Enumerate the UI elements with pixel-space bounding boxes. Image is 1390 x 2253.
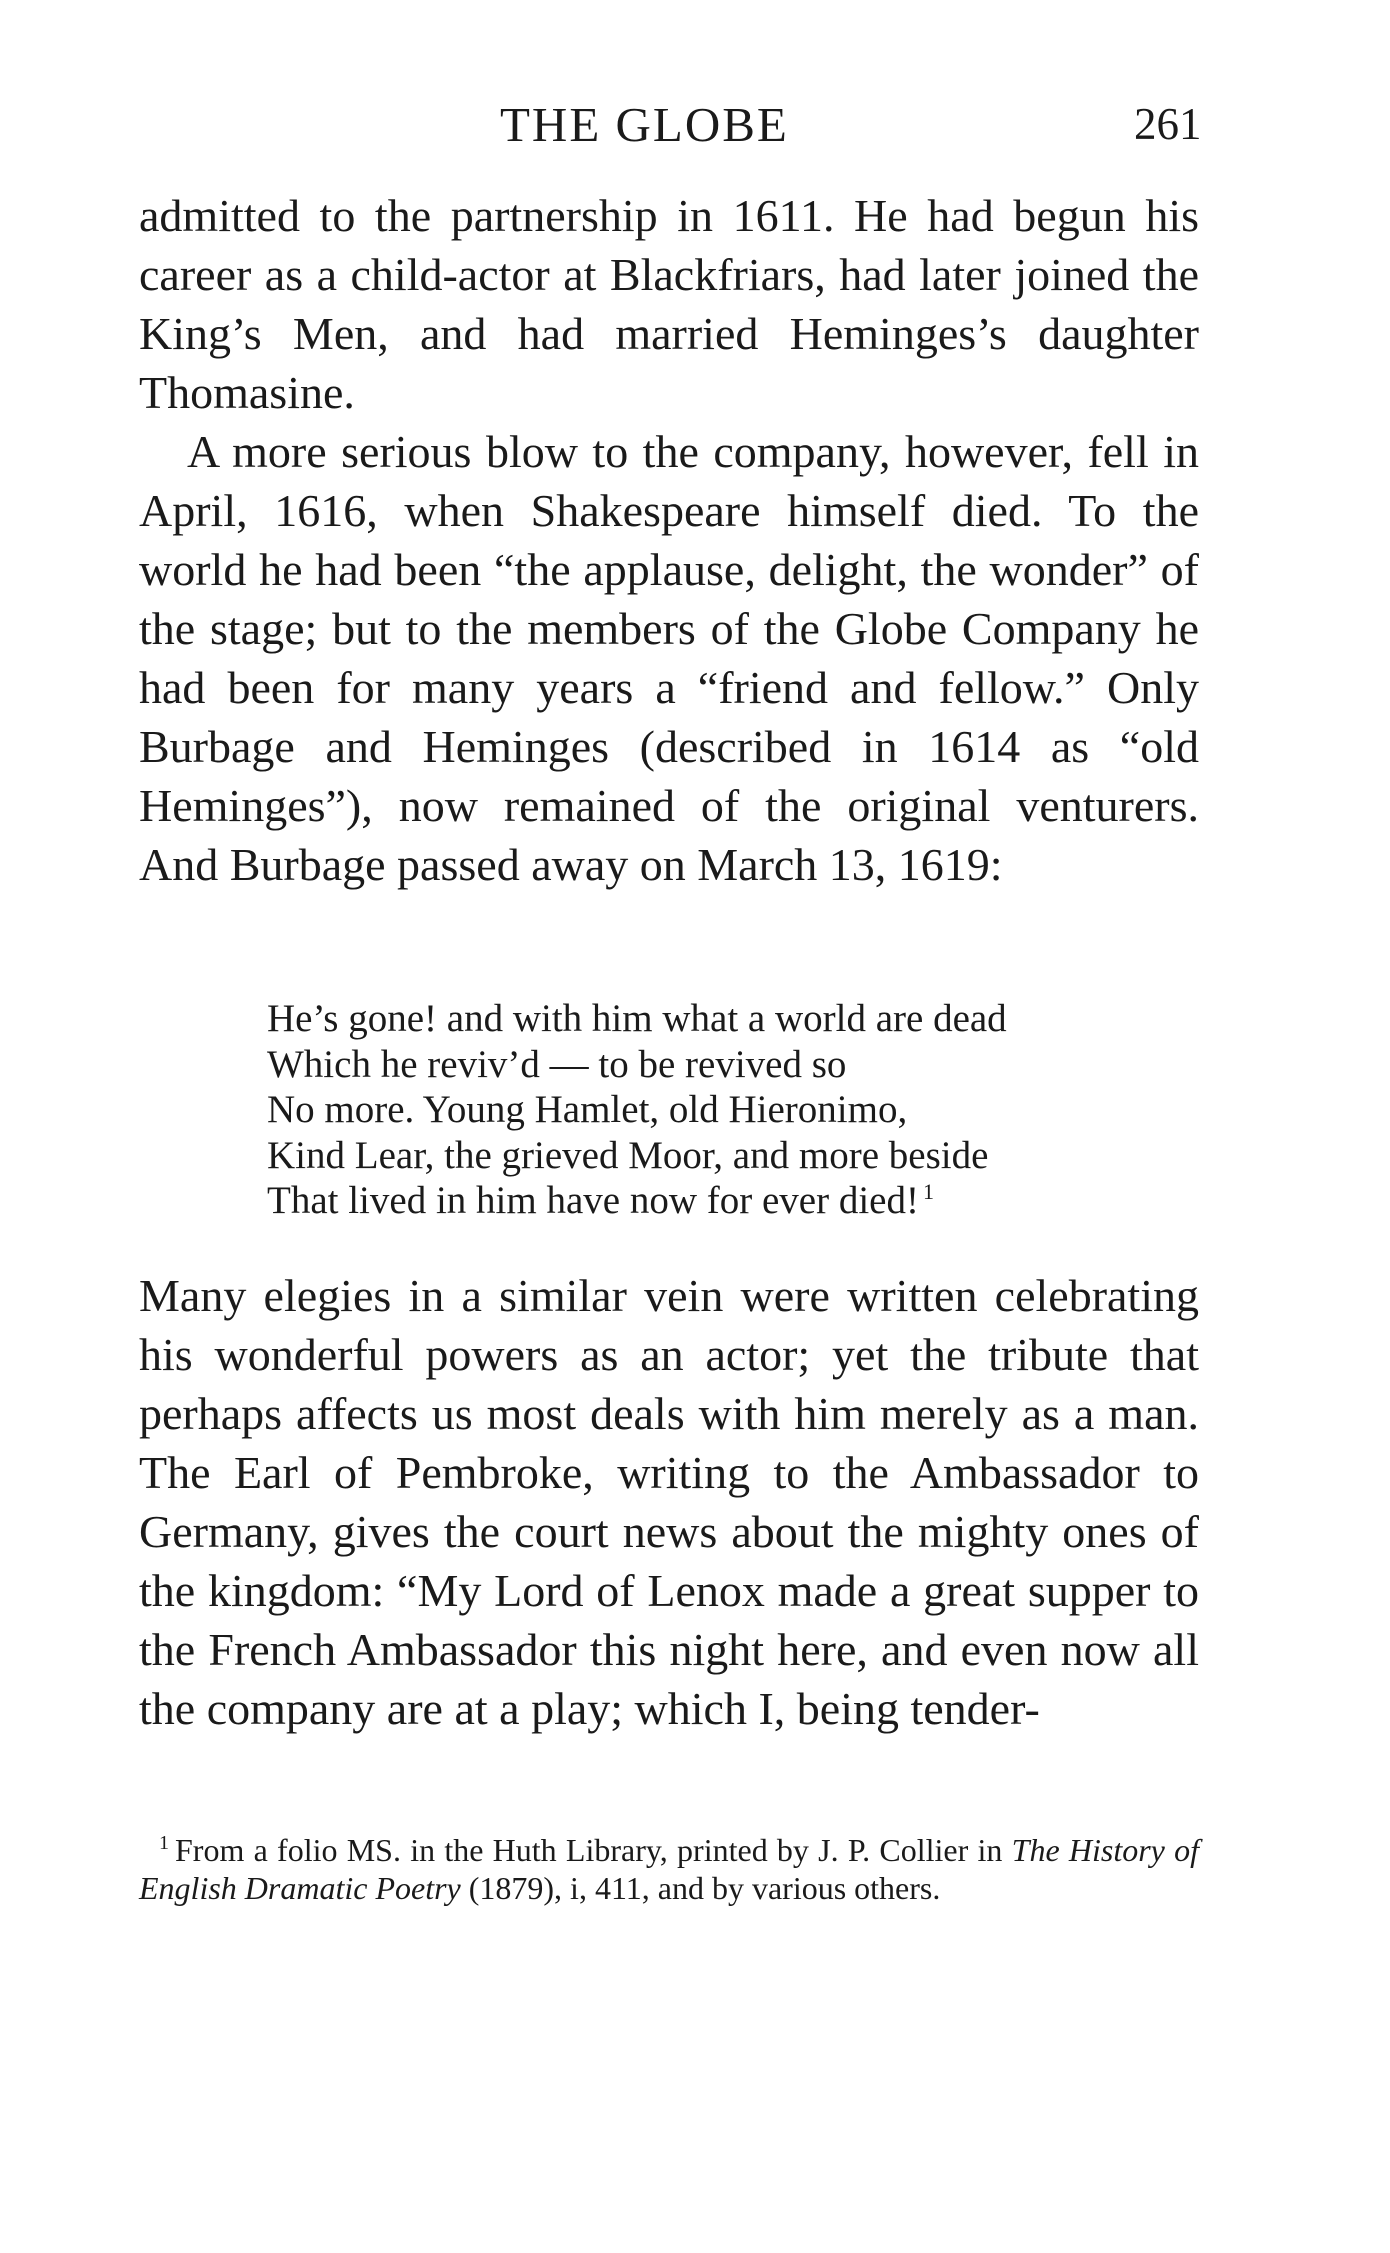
running-head [0,96,1390,166]
running-title: THE GLOBE [500,97,789,152]
verse-line-text: That lived in him have now for ever died! [267,1179,919,1222]
verse-line: Kind Lear, the grieved Moor, and more beside [267,1133,989,1177]
body-text-upper [139,186,1199,894]
verse-quotation [267,996,1167,1224]
page-number: 261 [1134,99,1202,149]
footnote [139,1831,1199,1907]
paragraph-continued: admitted to the partnership in 1611. He had begun his career as a child-actor at Blackfriars, had later joined the King’s Men, and had married Heminges’s daughter Thomasine. [139,190,1199,418]
verse-line-last [267,1178,1167,1224]
paragraph-shakespeare-death: A more serious blow to the company, however, fell in April, 1616, when Shakespeare himself died. To the world he had been “the applause, delight, the wonder” of the stage; but to the members of the Globe Company he had been for many years a “friend and fellow.” Only Burbage and Heminges (described in 1614 as “old Heminges”), now remained of the original venturers. And Burbage passed away on March 13, 1619: [139,426,1199,890]
paragraph-elegies: Many elegies in a similar vein were written celebrating his wonderful powers as an actor; yet the tribute that perhaps affects us most deals with him merely as a man. The Earl of Pembroke, writing to the Ambassador to Germany, gives the court news about the mighty ones of the kingdom: “My Lord of Lenox made a great supper to the French Ambassador this night here, and even now all the company are at a play; which I, being tender- [139,1270,1199,1734]
footnote-reference: 1 [922,1179,934,1204]
footnote-text-before: From a folio MS. in the Huth Library, printed by J. P. Collier in [175,1832,1003,1868]
footnote-text-after: (1879), i, 411, and by various others. [468,1870,941,1906]
body-text-lower [139,1266,1199,1738]
footnote-book-title: The History of English Dramatic Poetry [139,1832,1200,1906]
footnote-marker: 1 [159,1832,169,1855]
verse-line: He’s gone! and with him what a world are dead [267,997,1007,1040]
verse-line: Which he reviv’d — to be revived so [267,1042,847,1086]
verse-line: No more. Young Hamlet, old Hieronimo, [267,1088,908,1131]
